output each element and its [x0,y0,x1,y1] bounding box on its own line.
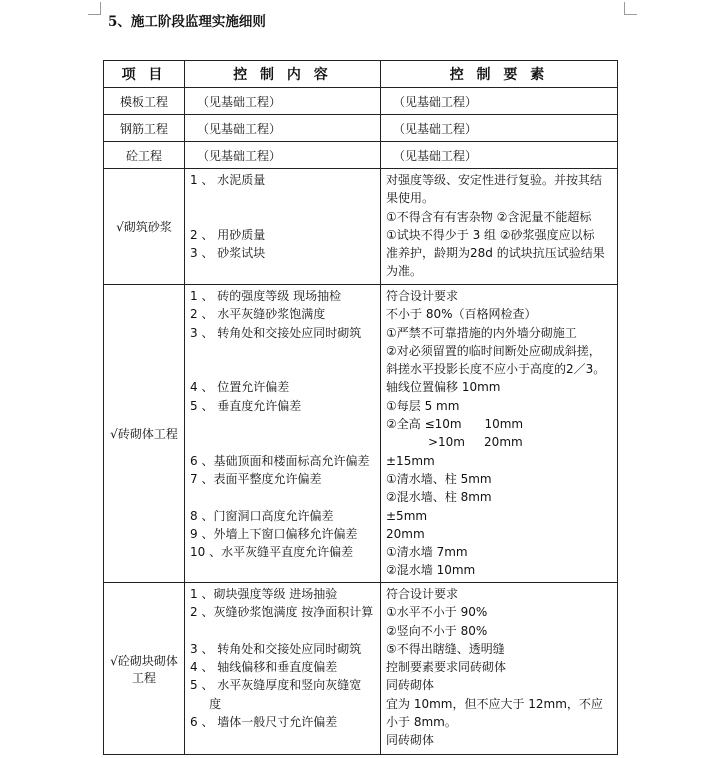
item-cell: √砼砌块砌体工程 [104,583,185,755]
factor-cell [381,583,618,755]
factor-line: 符合设计要求 [386,587,459,601]
header-factor: 控 制 要 素 [381,61,618,88]
content-line: 6 、基础顶面和楼面标高允许偏差 [190,453,370,468]
table-row [104,115,618,142]
factor-line: ①清水墙、柱 5mm [386,471,492,486]
content-line: 9 、外墙上下窗口偏移允许偏差 [190,526,358,541]
content-line: 3 、 转角处和交接处应同时砌筑 [190,641,362,656]
item-cell: √砖砌体工程 [104,285,185,583]
content-cell [185,583,381,755]
factor-line: ①严禁不可靠措施的内外墙分砌施工 [386,325,577,340]
factor-line: ②竖向不小于 80% [386,623,488,638]
item-cell: 砼工程 [104,142,185,169]
factor-line: ①水平不小于 90% [386,605,488,620]
factor-cell [381,169,618,285]
factor-line: >10m 20mm [386,435,523,450]
content-line: 7 、表面平整度允许偏差 [190,471,322,486]
content-line: 度 [190,696,222,711]
content-line: 10 、水平灰缝平直度允许偏差 [190,545,354,560]
header-content: 控 制 内 容 [185,61,381,88]
factor-line: ①试块不得少于 3 组 ②砂浆强度应以标 [386,227,595,242]
item-cell: √砌筑砂浆 [104,169,185,285]
factor-line: 不小于 80%（百格网检查） [386,307,537,322]
factor-line: 同砖砌体 [386,678,435,693]
content-cell: （见基础工程） [185,115,381,142]
content-line: 5 、 水平灰缝厚度和竖向灰缝宽 [190,678,362,693]
content-line: 2 、灰缝砂浆饱满度 按净面积计算 [190,605,374,620]
table-row [104,142,618,169]
factor-line: ②全高 ≤10m 10mm [386,417,524,432]
table-row [104,88,618,115]
factor-cell [381,285,618,583]
item-cell: 模板工程 [104,88,185,115]
table-row-mortar [104,169,618,285]
content-line: 2 、 水平灰缝砂浆饱满度 [190,307,326,322]
factor-line: ±15mm [386,453,435,468]
content-line: 3 、 砂浆试块 [190,246,266,261]
content-line: 1 、 水泥质量 [190,173,266,187]
factor-line: ②混水墙 10mm [386,563,476,578]
factor-line: ①清水墙 7mm [386,545,468,560]
content-cell: （见基础工程） [185,142,381,169]
factor-line: 控制要素要求同砖砌体 [386,660,507,675]
table-row-brick [104,285,618,583]
content-cell [185,285,381,583]
factor-line: 轴线位置偏移 10mm [386,380,501,395]
factor-line: 斜搓水平投影长度不应小于高度的2／3。 [386,362,606,377]
factor-cell: （见基础工程） [381,142,618,169]
factor-line: 对强度等级、安定性进行复验。并按其结 [386,173,603,187]
supervision-table [103,60,618,755]
content-line: 8 、门窗洞口高度允许偏差 [190,508,334,523]
section-heading: 5、施工阶段监理实施细则 [108,14,266,30]
factor-line: 小于 8mm。 [386,715,457,730]
content-line: 5 、 垂直度允许偏差 [190,398,302,413]
factor-line: 同砖砌体 [386,733,435,748]
content-line: 4 、 轴线偏移和垂直度偏差 [190,660,338,675]
content-line: 6 、 墙体一般尺寸允许偏差 [190,715,338,730]
page-corner-mark-left [88,2,101,15]
factor-line: ②对必须留置的临时间断处应砌成斜搓， [386,343,601,358]
factor-line: 宜为 10mm，但不应大于 12mm，不应 [386,696,603,711]
table-row-block [104,583,618,755]
content-line: 1 、砌块强度等级 进场抽验 [190,587,338,601]
factor-line: 20mm [386,526,425,541]
factor-line: ①不得含有有害杂物 ②含泥量不能超标 [386,209,592,224]
item-cell: 钢筋工程 [104,115,185,142]
header-item: 项 目 [104,61,185,88]
factor-cell: （见基础工程） [381,115,618,142]
content-cell [185,169,381,285]
factor-line: 符合设计要求 [386,289,459,303]
factor-line: ⑤不得出瞎缝、透明缝 [386,641,505,656]
table-header-row [104,61,618,88]
content-line: 3 、 转角处和交接处应同时砌筑 [190,325,362,340]
factor-line: ②混水墙、柱 8mm [386,490,492,505]
content-line: 1 、 砖的强度等级 现场抽检 [190,289,342,303]
factor-line: 为准。 [386,264,423,279]
content-line: 4 、 位置允许偏差 [190,380,290,395]
factor-line: 准养护，龄期为28d 的试块抗压试验结果 [386,246,605,261]
factor-line: 果使用。 [386,191,435,206]
factor-cell: （见基础工程） [381,88,618,115]
content-line: 2 、 用砂质量 [190,227,266,242]
page-corner-mark-right [624,2,637,15]
factor-line: ①每层 5 mm [386,398,460,413]
content-cell: （见基础工程） [185,88,381,115]
factor-line: ±5mm [386,508,428,523]
